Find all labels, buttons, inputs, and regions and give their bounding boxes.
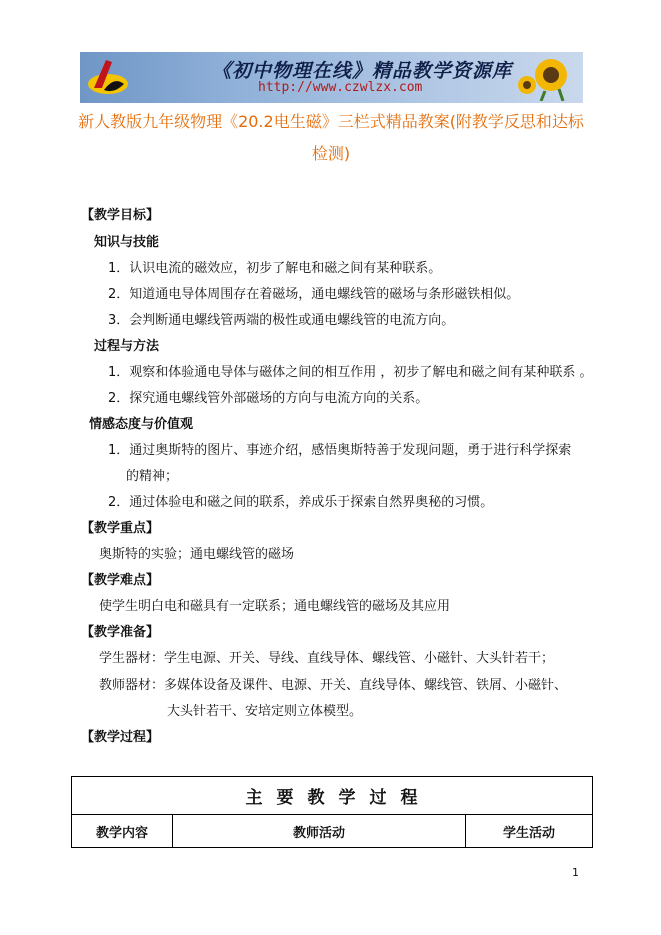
logo-icon — [84, 54, 132, 100]
document-title-line-2: 检测) — [311, 144, 351, 163]
section-difficulties: 【教学难点】 — [81, 573, 160, 588]
process-item: 1．观察和体验通电导体与磁体之间的相互作用 ，初步了解电和磁之间有某种联系 。 — [108, 365, 593, 380]
heading-knowledge: 知识与技能 — [94, 235, 160, 250]
process-item: 2．探究通电螺线管外部磁场的方向与电流方向的关系。 — [108, 391, 429, 406]
banner-title: 《初中物理在线》精品教学资源库 — [212, 60, 513, 82]
column-header-student: 学生活动 — [466, 815, 593, 848]
knowledge-item: 3．会判断通电螺线管两端的极性或通电螺线管的电流方向。 — [108, 313, 455, 328]
teaching-process-table — [71, 776, 593, 848]
document-title-line-1: 新人教版九年级物理《20.2电生磁》三栏式精品教案(附教学反思和达标 — [78, 112, 584, 131]
section-preparation: 【教学准备】 — [81, 625, 160, 640]
prep-teacher-equipment: 教师器材：多媒体设备及课件、电源、开关、直线导体、螺线管、铁屑、小磁针、 — [99, 678, 568, 693]
knowledge-item: 1．认识电流的磁效应，初步了解电和磁之间有某种联系。 — [108, 261, 442, 276]
prep-teacher-equipment-continued: 大头针若干、安培定则立体模型。 — [167, 704, 363, 719]
table-caption: 主要教学过程 — [72, 777, 593, 815]
section-course: 【教学过程】 — [81, 730, 160, 745]
section-key-points: 【教学重点】 — [81, 521, 160, 536]
attitude-item: 1．通过奥斯特的图片、事迹介绍，感悟奥斯特善于发现问题，勇于进行科学探索 — [108, 443, 572, 458]
knowledge-item: 2．知道通电导体周围存在着磁场，通电螺线管的磁场与条形磁铁相似。 — [108, 287, 520, 302]
difficulties-text: 使学生明白电和磁具有一定联系；通电螺线管的磁场及其应用 — [99, 599, 451, 614]
banner-url: http://www.czwlzx.com — [258, 80, 423, 95]
prep-student-equipment: 学生器材：学生电源、开关、导线、直线导体、螺线管、小磁针、大头针若干； — [99, 651, 555, 666]
document-title — [70, 106, 592, 170]
sunflower-icon — [515, 55, 577, 101]
heading-process: 过程与方法 — [94, 339, 160, 354]
header-banner — [80, 52, 583, 103]
column-header-content: 教学内容 — [72, 815, 173, 848]
attitude-item-continued: 的精神； — [126, 469, 179, 484]
key-points-text: 奥斯特的实验；通电螺线管的磁场 — [99, 547, 295, 562]
column-header-teacher: 教师活动 — [173, 815, 466, 848]
page-number: 1 — [572, 866, 579, 879]
section-goals: 【教学目标】 — [81, 208, 160, 223]
attitude-item: 2．通过体验电和磁之间的联系，养成乐于探索自然界奥秘的习惯。 — [108, 495, 494, 510]
heading-attitude: 情感态度与价值观 — [89, 417, 194, 432]
